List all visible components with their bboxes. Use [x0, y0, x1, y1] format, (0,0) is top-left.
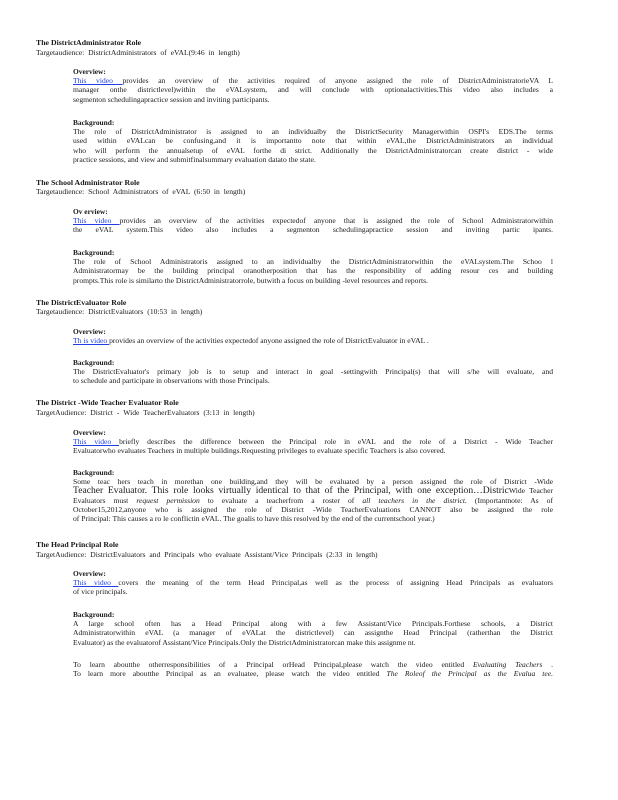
overview-text: briefly describes the difference between the Principal role in eVAL and the role of a District - Wide Teacher	[119, 437, 553, 447]
background-label: Background:	[73, 468, 115, 477]
background-text: Wide Teacher	[508, 486, 553, 496]
overview-text: provides an overview of the activities expectedof anyone that is assigned the role of School Administratorwithin	[119, 216, 553, 226]
video-link[interactable]: This video	[73, 578, 119, 588]
video-title-role-of-principal: The Roleof the Principal as the Evalua tee.	[386, 669, 553, 679]
more-info-text: To learn aboutthe otherresponsibilities of a Principal orHead Principal,please watch the video entitled	[73, 660, 474, 669]
background-text: Evaluators must	[73, 495, 137, 505]
background-block	[73, 468, 553, 523]
background-text: Some teac hers teach in morethan one building,and they will be evaluated by a person assigned the role of District -Wide	[73, 477, 553, 487]
overview-text: segmenton schedulingapractice session and inviting participants.	[73, 94, 270, 104]
background-text-italic: all teachers in the district.	[362, 495, 467, 505]
background-text: to schedule and participate in observations with those Principals.	[73, 376, 270, 386]
overview-block	[73, 428, 553, 456]
overview-text: the eVAL system.This video also includes a segmenton schedulingapractice session and inviting partic ipants.	[73, 225, 553, 235]
background-text: who will perform the annualsetup of eVAL forthe di strict. Additionally the DistrictAdministratorcan create district - wide	[73, 145, 553, 155]
background-text: used within eVALcan be confusing,and it is importantto note that within eVAL,the DistrictAdministrators an individual	[73, 136, 553, 146]
overview-text: provides an overview of the activities expectedof anyone assigned the role of DistrictEvaluator in eVAL .	[109, 336, 429, 346]
overview-label: Ov erview:	[73, 207, 108, 216]
background-block	[73, 610, 553, 647]
target-audience: Targetaudience: DistrictAdministrators of eVAL(9:46 in length)	[36, 48, 240, 57]
more-info-block	[73, 660, 553, 678]
background-block	[73, 248, 553, 285]
target-audience: TargetAudience: District - Wide TeacherEvaluators (3:13 in length)	[36, 408, 255, 417]
video-link[interactable]: This video	[73, 437, 120, 447]
overview-block	[73, 569, 553, 597]
more-info-text: To learn more aboutthe Principal as an evaluatee, please watch the video entitled	[73, 669, 387, 679]
section-title: The DistrictEvaluator Role	[36, 298, 127, 307]
overview-text: of vice principals.	[73, 587, 128, 597]
overview-block	[73, 327, 553, 345]
overview-label: Overview:	[73, 327, 106, 336]
overview-label: Overview:	[73, 428, 106, 437]
background-text: The role of School Administratoris assigned to an individualby the DistrictAdministratorwithin the eVALsystem.The Schoo l	[73, 257, 553, 267]
target-audience: Targetaudience: School Administrators of eVAL (6:50 in length)	[36, 187, 246, 196]
background-label: Background:	[73, 358, 115, 367]
overview-text: provides an overview of the activities required of anyone assigned the role of DistrictAdministratorieVA L	[122, 76, 553, 86]
background-text: The role of DistrictAdministrator is assigned to an individualby the DistrictSecurity Managerwithin OSPI's EDS.The terms	[73, 127, 553, 137]
background-text: of Principal: This causes a ro le conflictin eVAL. The goalis to have this resolved by the end of the currentschool year.)	[73, 514, 435, 524]
overview-block	[73, 67, 553, 104]
background-block	[73, 358, 553, 386]
section-title: The District -Wide Teacher Evaluator Role	[36, 398, 179, 407]
video-link[interactable]: This video	[73, 76, 123, 86]
background-text: prompts.This role is similarto the DistrictAdministratorrole, butwith a focus on building -level resources and reports.	[73, 275, 428, 285]
background-text: Administratorwithin eVAL (a manager of eVALat the districtlevel) can assignthe Head Principal (ratherthan the District	[73, 628, 553, 638]
background-label: Background:	[73, 610, 115, 619]
overview-text: covers the meaning of the term Head Principal,as well as the process of assigning Head Principals as evaluators	[118, 578, 553, 588]
background-label: Background:	[73, 118, 115, 127]
video-title-evaluating-teachers: Evaluating Teachers	[473, 660, 543, 669]
overview-text: Evaluatorwho evaluates Teachers in multiple buildings.Requesting privileges to evaluate specific Teachers is also covered.	[73, 446, 446, 456]
video-link[interactable]: Th is video	[73, 336, 110, 346]
background-block	[73, 118, 553, 164]
background-label: Background:	[73, 248, 115, 257]
overview-block	[73, 207, 553, 235]
overview-text: manager onthe districtlevel)within the eVALsystem, and will conclude with optionalactivities.This video also includes a	[73, 85, 553, 95]
background-text: practice sessions, and view and submitfinalsummary evaluation datato the state.	[73, 154, 316, 164]
video-link[interactable]: This video	[73, 216, 120, 226]
overview-label: Overview:	[73, 67, 106, 76]
background-text: Administratormay be the building principal oranotherposition that has the responsibility of adding resour ces and building	[73, 266, 553, 276]
background-text: Evaluator) as the evaluatorof Assistant/Vice Principals.Only the DistrictAdministratorcan make this assignme nt.	[73, 637, 416, 647]
section-title: The Head Principal Role	[36, 540, 119, 549]
background-text: to evaluate a teacherfrom a roster of	[199, 495, 363, 505]
section-title: The DistrictAdministrator Role	[36, 38, 142, 47]
background-text: The DistrictEvaluator's primary job is to setup and interact in goal -settingwith Principal(s) that will s/he will evaluate, and	[73, 367, 553, 377]
background-text: (Importantnote: As of	[466, 495, 553, 505]
overview-label: Overview:	[73, 569, 106, 578]
section-title: The School Administrator Role	[36, 178, 140, 187]
background-text-italic: request permission	[136, 495, 200, 505]
more-info-text: .	[542, 660, 553, 669]
background-text: Teacher Evaluator. This role looks virtually identical to that of the Principal, with one exception…Distric	[73, 486, 509, 496]
background-text: October15,2012,anyone who is assigned the role of District -Wide TeacherEvaluations CANNOT also be assigned the role	[73, 504, 553, 514]
target-audience: Targetaudience: DistrictEvaluators (10:53 in length)	[36, 307, 203, 316]
background-text: A large school often has a Head Principal along with a few Assistant/Vice Principals.Forthese schools, a District	[73, 619, 553, 629]
target-audience: TargetAudience: DistrictEvaluators and Principals who evaluate Assistant/Vice Principals (2:33 in length)	[36, 550, 378, 559]
